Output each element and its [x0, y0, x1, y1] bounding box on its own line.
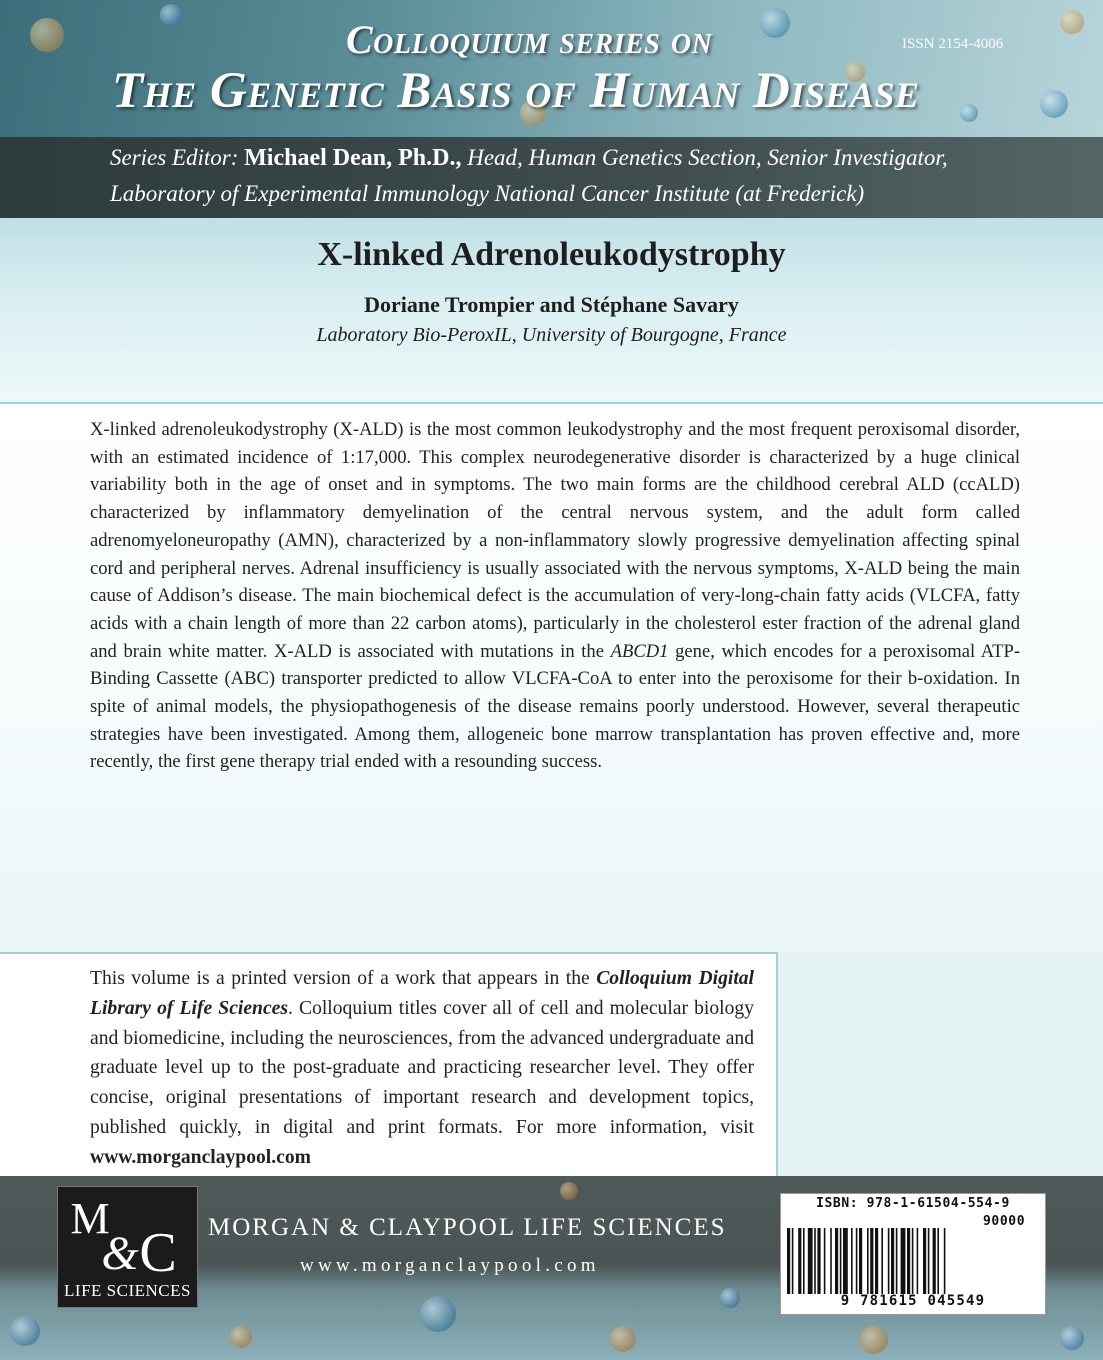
barcode-bar	[803, 1228, 805, 1294]
barcode-bar	[851, 1228, 853, 1294]
publisher-url[interactable]: www.morganclaypool.com	[300, 1255, 600, 1276]
barcode-bar	[798, 1228, 801, 1294]
barcode-bar	[933, 1228, 936, 1294]
series-editor-band	[0, 137, 1103, 218]
barcode-bar	[808, 1228, 813, 1294]
series-editor-affiliation: Laboratory of Experimental Immunology National Cancer Institute (at Frederick)	[110, 181, 865, 206]
series-editor-line	[110, 145, 948, 172]
logo-caption: LIFE SCIENCES	[64, 1281, 191, 1300]
price-code: 90000	[983, 1214, 1026, 1229]
info-part-1: This volume is a printed version of a work that appears in the	[90, 968, 590, 989]
publisher-name: MORGAN & CLAYPOOL LIFE SCIENCES	[208, 1214, 727, 1241]
barcode-bar	[817, 1228, 820, 1294]
molecule-decoration	[420, 1296, 456, 1332]
barcode-bar	[881, 1228, 883, 1294]
isbn-barcode	[780, 1193, 1046, 1315]
series-editor-title: Head, Human Genetics Section, Senior Investigator,	[467, 145, 948, 170]
barcode-bar	[917, 1228, 919, 1294]
svg-text:&: &	[101, 1227, 139, 1277]
abstract-text	[90, 416, 1020, 776]
molecule-decoration	[1060, 10, 1084, 34]
molecule-decoration	[1040, 90, 1068, 118]
molecule-decoration	[610, 1326, 636, 1352]
barcode-bar	[923, 1228, 926, 1294]
mc-logo-icon	[58, 1191, 197, 1277]
barcode-bar	[830, 1228, 832, 1294]
book-title-panel	[0, 218, 1103, 404]
barcode-bar	[870, 1228, 873, 1294]
series-title-line-1: Colloquium series on	[346, 17, 713, 62]
info-url: www.morganclaypool.com	[90, 1146, 311, 1168]
barcode-bar	[835, 1228, 838, 1294]
barcode-bar	[824, 1228, 826, 1294]
molecule-decoration	[1060, 1326, 1084, 1350]
barcode-bar	[901, 1228, 906, 1294]
molecule-decoration	[160, 4, 182, 26]
svg-text:M: M	[70, 1194, 110, 1243]
barcode-bar	[944, 1228, 946, 1294]
abstract-section	[0, 404, 1103, 952]
barcode-bar	[937, 1228, 939, 1294]
barcode-bar	[891, 1228, 894, 1294]
book-authors: Doriane Trompier and Stéphane Savary	[364, 292, 739, 317]
gene-name: ABCD1	[610, 640, 669, 662]
molecule-decoration	[10, 1316, 40, 1346]
barcode-bar	[867, 1228, 869, 1294]
publisher-logo	[57, 1186, 198, 1308]
barcode-bar	[912, 1228, 914, 1294]
molecule-decoration	[230, 1326, 252, 1348]
barcode-bar	[787, 1228, 790, 1294]
issn-label: ISSN 2154-4006	[902, 36, 1004, 52]
book-title: X-linked Adrenoleukodystrophy	[317, 236, 786, 273]
molecule-decoration	[720, 1288, 740, 1308]
barcode-bar	[843, 1228, 848, 1294]
svg-text:C: C	[139, 1222, 177, 1277]
molecule-decoration	[560, 1182, 578, 1200]
info-text	[90, 964, 754, 1173]
series-header	[0, 0, 1103, 137]
barcode-bar	[856, 1228, 858, 1294]
series-title-line-2: The Genetic Basis of Human Disease	[112, 63, 920, 119]
barcode-bar	[814, 1228, 816, 1294]
barcode-bar	[840, 1228, 842, 1294]
series-editor-name: Michael Dean, Ph.D.,	[244, 145, 462, 171]
molecule-decoration	[760, 8, 790, 38]
barcode-bar	[928, 1228, 930, 1294]
barcode-bar	[907, 1228, 910, 1294]
abstract-part-1: X-linked adrenoleukodystrophy (X-ALD) is the most common leukodystrophy and the most frequent peroxisomal disorder, with an estimated incidence of 1:17,000. This complex neurodegenerative disorder is characterized by a huge clinical variability both in the age of onset and in symptoms. The two main forms are the childhood cerebral ALD (ccALD) characterized by inflammatory demyelination of the central nervous system, and the adult form called adrenomyeloneuropathy (AMN), characterized by a non-inflammatory slowly progressive demyelination affecting spinal cord and peripheral nerves. Adrenal insufficiency is usually associated with the nervous symptoms, X-ALD being the main cause of Addison’s disease. The main biochemical defect is the accumulation of very-long-chain fatty acids (VLCFA, fatty acids with a chain length of more than 22 carbon atoms), particularly in the cholesterol ester fraction of the adrenal gland and brain white matter. X-ALD is associated with mutations in the	[90, 419, 1020, 662]
library-name: Colloquium Digital Library of Life Sciences	[90, 968, 755, 1019]
barcode-bar	[792, 1228, 794, 1294]
barcode-digits: 9 781615 045549	[840, 1293, 986, 1309]
barcode-bar	[896, 1228, 898, 1294]
info-box	[0, 952, 778, 1176]
barcode-bars-icon	[787, 1228, 1039, 1294]
book-affiliation: Laboratory Bio-PeroxIL, University of Bourgogne, France	[316, 324, 787, 346]
abstract-part-2: gene, which encodes for a peroxisomal ATP-Binding Cassette (ABC) transporter predicted to allow VLCFA-CoA to enter into the peroxisome for their b-oxidation. In spite of animal models, the physiopathogenesis of the disease remains poorly understood. However, several therapeutic strategies have been investigated. Among them, allogeneic bone marrow transplantation has proven effective and, more recently, the first gene therapy trial ended with a resounding success.	[90, 640, 1021, 773]
molecule-decoration	[30, 18, 64, 52]
barcode-bar	[875, 1228, 878, 1294]
barcode-bar	[859, 1228, 862, 1294]
molecule-decoration	[960, 104, 978, 122]
molecule-decoration	[860, 1326, 888, 1354]
isbn-label: ISBN: 978-1-61504-554-9	[816, 1196, 1010, 1211]
barcode-bar	[888, 1228, 890, 1294]
info-section	[0, 952, 1103, 1176]
info-part-2: . Colloquium titles cover all of cell and molecular biology and biomedicine, including the neurosciences, from the advanced undergraduate and graduate level up to the post-graduate and practicing researcher level. They offer concise, original presentations of important research and development topics, published quickly, in digital and print formats. For more information, visit	[90, 997, 754, 1138]
publisher-band	[0, 1176, 1103, 1360]
series-editor-label: Series Editor:	[110, 145, 239, 170]
